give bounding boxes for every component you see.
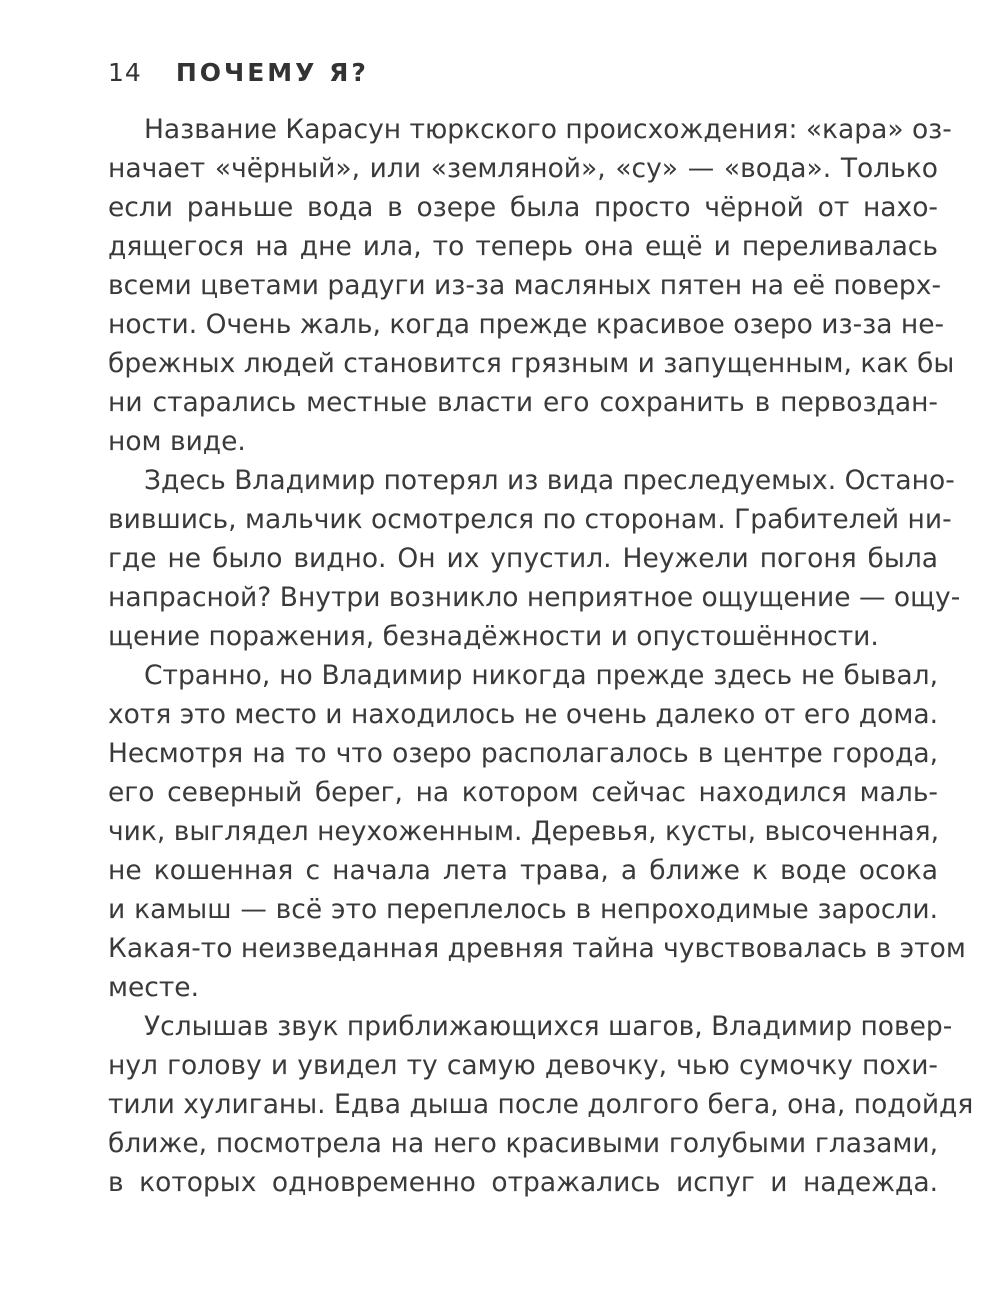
text-line: Название Карасун тюркского происхождения: «кара» оз- <box>144 114 952 145</box>
text-line: тили хулиганы. Едва дыша после долгого бега, она, подойдя <box>108 1089 974 1120</box>
text-line: вившись, мальчик осмотрелся по сторонам. Грабителей ни- <box>108 504 952 535</box>
text-line: в которых одновременно отражались испуг и надежда. <box>108 1167 938 1198</box>
text-line: чик, выглядел неухоженным. Деревья, кусты, высоченная, <box>108 816 940 847</box>
paragraph <box>108 110 955 461</box>
text-line: Услышав звук приближающихся шагов, Владимир повер- <box>144 1011 953 1042</box>
text-line: Странно, но Владимир никогда прежде здесь не бывал, <box>144 660 938 691</box>
text-line: брежных людей становится грязным и запущенным, как бы <box>108 348 955 379</box>
text-line: дящегося на дне ила, то теперь она ещё и переливалась <box>108 231 938 262</box>
running-title: ПОЧЕМУ Я? <box>175 58 369 87</box>
text-line: ближе, посмотрела на него красивыми голубыми глазами, <box>108 1128 938 1159</box>
body-text <box>108 110 974 1202</box>
text-line: месте. <box>108 972 200 1003</box>
text-line: ности. Очень жаль, когда прежде красивое озеро из-за не- <box>108 309 945 340</box>
text-line: Какая-то неизведанная древняя тайна чувствовалась в этом <box>108 933 966 964</box>
text-line: нул голову и увидел ту самую девочку, чью сумочку похи- <box>108 1050 938 1081</box>
text-line: где не было видно. Он их упустил. Неужели погоня была <box>108 543 938 574</box>
text-line: щение поражения, безнадёжности и опустошённости. <box>108 621 879 652</box>
text-line: его северный берег, на котором сейчас находился маль- <box>108 777 938 808</box>
text-line: напрасной? Внутри возникло неприятное ощущение — ощу- <box>108 582 961 613</box>
text-line: всеми цветами радуги из-за масляных пятен на её поверх- <box>108 270 942 301</box>
text-line: Здесь Владимир потерял из вида преследуемых. Остано- <box>144 465 955 496</box>
text-line: Несмотря на то что озеро располагалось в центре города, <box>108 738 938 769</box>
text-line: ном виде. <box>108 426 246 457</box>
page-number: 14 <box>108 58 142 87</box>
text-line: и камыш — всё это переплелось в непроходимые заросли. <box>108 894 938 925</box>
text-line: не кошенная с начала лета трава, а ближе к воде осока <box>108 855 938 886</box>
paragraph <box>108 461 961 656</box>
paragraph <box>108 1007 974 1202</box>
text-line: хотя это место и находилось не очень далеко от его дома. <box>108 699 938 730</box>
page-header <box>108 56 369 90</box>
paragraph <box>108 656 966 1007</box>
text-line: если раньше вода в озере была просто чёрной от нахо- <box>108 192 938 223</box>
text-line: начает «чёрный», или «земляной», «су» — «вода». Только <box>108 153 938 184</box>
text-line: ни старались местные власти его сохранить в первоздан- <box>108 387 938 418</box>
